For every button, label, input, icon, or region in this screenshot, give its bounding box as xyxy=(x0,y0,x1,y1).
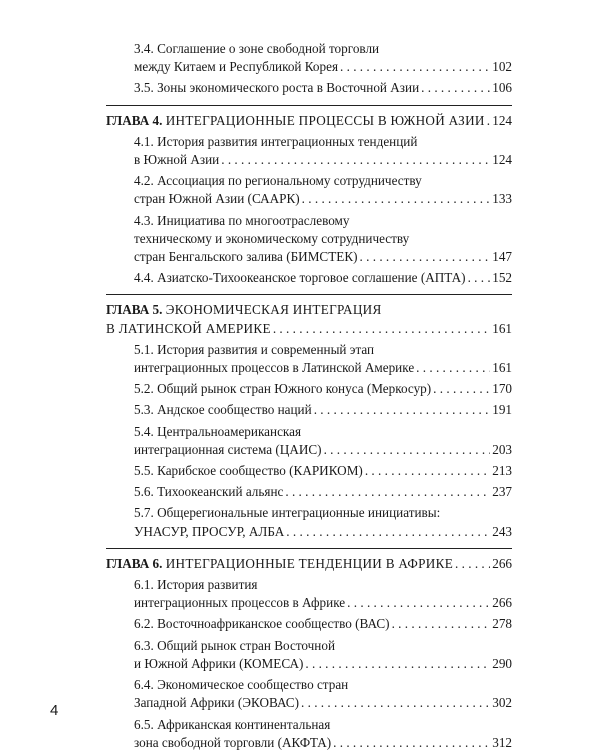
toc-entry[interactable] xyxy=(106,637,512,673)
toc-entry-line xyxy=(134,637,512,655)
toc-entry-line xyxy=(134,523,512,541)
chapter-title: ИНТЕГРАЦИОННЫЕ ПРОЦЕССЫ В ЮЖНОЙ АЗИИ xyxy=(165,112,485,128)
dot-leader xyxy=(365,462,490,480)
toc-page-number: 290 xyxy=(492,655,512,671)
chapter-heading[interactable] xyxy=(106,112,512,130)
toc-entry-line xyxy=(134,423,512,441)
toc-entry-text: между Китаем и Республикой Корея xyxy=(134,59,339,75)
chapter-label: ГЛАВА 6. xyxy=(106,555,166,571)
toc-entry-text: 5.3. Андское сообщество наций xyxy=(134,402,312,418)
chapter-heading-line xyxy=(106,301,512,319)
toc-entry-line xyxy=(134,401,512,419)
toc-entry[interactable] xyxy=(106,133,512,169)
chapter-page-number: 124 xyxy=(492,112,512,128)
toc-entry-line xyxy=(134,716,512,734)
dot-leader xyxy=(487,112,490,130)
toc-entry-line xyxy=(134,694,512,712)
toc-entry-text: 6.1. История развития xyxy=(134,577,258,593)
toc-page-number: 191 xyxy=(492,402,512,418)
toc-entry-line xyxy=(134,380,512,398)
dot-leader xyxy=(273,320,490,338)
toc-entry-text: 4.3. Инициатива по многоотраслевому xyxy=(134,212,350,228)
chapter-title: В ЛАТИНСКОЙ АМЕРИКЕ xyxy=(106,320,271,336)
toc-page-number: 302 xyxy=(492,695,512,711)
toc-entry-text: 4.4. Азиатско-Тихоокеанское торговое соглашение (АПТА) xyxy=(134,270,466,286)
dot-leader xyxy=(392,615,491,633)
dot-leader xyxy=(301,694,490,712)
toc-entry[interactable] xyxy=(106,172,512,208)
chapter-page-number: 266 xyxy=(492,555,512,571)
toc-page-number: 243 xyxy=(492,523,512,539)
dot-leader xyxy=(302,190,491,208)
toc-entry-text: стран Бенгальского залива (БИМСТЕК) xyxy=(134,249,358,265)
toc-page-number: 312 xyxy=(492,734,512,750)
dot-leader xyxy=(360,248,491,266)
chapter-label: ГЛАВА 5. xyxy=(106,302,166,318)
toc-entry-text: зона свободной торговли (АКФТА) xyxy=(134,734,332,750)
toc-entry-line xyxy=(134,79,512,97)
toc-entry-line xyxy=(134,483,512,501)
dot-leader xyxy=(433,380,490,398)
toc-page-number: 278 xyxy=(492,616,512,632)
toc-entry-text: интеграционных процессов в Африке xyxy=(134,595,346,611)
dot-leader xyxy=(421,79,490,97)
toc-entry-text: 6.3. Общий рынок стран Восточной xyxy=(134,637,336,653)
toc-entry-text: 5.7. Общерегиональные интеграционные инициативы: xyxy=(134,505,441,521)
toc-entry-line xyxy=(134,151,512,169)
toc-entry-line xyxy=(134,248,512,266)
toc-entry[interactable] xyxy=(106,401,512,419)
toc-entry-text: 4.2. Ассоциация по региональному сотрудничеству xyxy=(134,173,422,189)
toc-entry-text: УНАСУР, ПРОСУР, АЛБА xyxy=(134,523,285,539)
toc-entry-text: 6.2. Восточноафриканское сообщество (ВАС) xyxy=(134,616,390,632)
toc-entry-text: 3.4. Соглашение о зоне свободной торговли xyxy=(134,41,380,56)
spacer xyxy=(106,541,512,544)
toc-page-number: 124 xyxy=(492,152,512,168)
toc-entry-line xyxy=(134,190,512,208)
toc-entry-text: 5.5. Карибское сообщество (КАРИКОМ) xyxy=(134,463,363,479)
toc-entry-text: интеграционных процессов в Латинской Америке xyxy=(134,360,415,376)
toc-entry-text: в Южной Азии xyxy=(134,152,220,168)
chapter-divider xyxy=(106,294,512,295)
toc-page-number: 170 xyxy=(492,381,512,397)
spacer xyxy=(106,98,512,101)
toc-page-number: 152 xyxy=(492,270,512,286)
toc-entry-text: 5.4. Центральноамериканская xyxy=(134,423,302,439)
toc-entry[interactable] xyxy=(106,269,512,287)
chapter-title: ЭКОНОМИЧЕСКАЯ ИНТЕГРАЦИЯ xyxy=(165,302,382,318)
toc-page-number: 133 xyxy=(492,191,512,207)
toc-entry-text: Западной Африки (ЭКОВАС) xyxy=(134,695,299,711)
toc-entry-line xyxy=(134,594,512,612)
toc-entry-line xyxy=(134,576,512,594)
chapter-divider xyxy=(106,548,512,549)
chapter-heading[interactable] xyxy=(106,301,512,337)
toc-entry-line xyxy=(134,40,512,58)
toc-page-number: 147 xyxy=(492,249,512,265)
dot-leader xyxy=(455,555,490,573)
chapter-heading[interactable] xyxy=(106,555,512,573)
toc-page-number: 213 xyxy=(492,463,512,479)
chapter-title: ИНТЕГРАЦИОННЫЕ ТЕНДЕНЦИИ В АФРИКЕ xyxy=(165,555,454,571)
toc-page-number: 102 xyxy=(492,59,512,75)
dot-leader xyxy=(305,655,490,673)
spacer xyxy=(106,287,512,290)
toc-entry-text: 6.5. Африканская континентальная xyxy=(134,716,331,732)
toc-entry-line xyxy=(134,341,512,359)
toc-entry[interactable] xyxy=(106,380,512,398)
toc-entry[interactable] xyxy=(106,79,512,97)
toc-entry-text: стран Южной Азии (СААРК) xyxy=(134,191,300,207)
toc-entry[interactable] xyxy=(106,483,512,501)
toc-entry-line xyxy=(134,615,512,633)
toc-entry[interactable] xyxy=(106,576,512,612)
chapter-heading-line xyxy=(106,320,512,338)
toc-entry[interactable] xyxy=(106,504,512,540)
toc-entry[interactable] xyxy=(106,212,512,267)
toc-entry-line xyxy=(134,133,512,151)
toc-entry-line xyxy=(134,58,512,76)
spacer xyxy=(106,752,512,755)
dot-leader xyxy=(333,734,490,752)
toc-entry-text: 6.4. Экономическое сообщество стран xyxy=(134,677,349,693)
toc-entry-line xyxy=(134,212,512,230)
chapter-page-number: 161 xyxy=(492,320,512,336)
toc-entry-line xyxy=(134,359,512,377)
toc-entry-line xyxy=(134,269,512,287)
toc-entry-line xyxy=(134,734,512,752)
toc-entry-line xyxy=(134,441,512,459)
toc-entry[interactable] xyxy=(106,462,512,480)
toc-entry[interactable] xyxy=(106,40,512,76)
toc-entry-text: 5.2. Общий рынок стран Южного конуса (Меркосур) xyxy=(134,381,432,397)
toc-entry-text: 4.1. История развития интеграционных тенденций xyxy=(134,133,418,149)
toc-entry[interactable] xyxy=(106,676,512,712)
toc-page-number: 237 xyxy=(492,484,512,500)
dot-leader xyxy=(286,523,490,541)
chapter-heading-line xyxy=(106,555,512,573)
dot-leader xyxy=(324,441,491,459)
dot-leader xyxy=(285,483,490,501)
toc-entry[interactable] xyxy=(106,615,512,633)
toc-entry-line xyxy=(134,462,512,480)
dot-leader xyxy=(314,401,491,419)
page-number: 4 xyxy=(50,702,59,719)
toc-page-number: 203 xyxy=(492,441,512,457)
toc-entry-text: 5.1. История развития и современный этап xyxy=(134,341,375,357)
toc-page-number: 106 xyxy=(492,80,512,96)
toc-page-number: 161 xyxy=(492,360,512,376)
dot-leader xyxy=(416,359,490,377)
dot-leader xyxy=(347,594,490,612)
toc-entry-text: интеграционная система (ЦАИС) xyxy=(134,441,322,457)
chapter-divider xyxy=(106,105,512,106)
toc-entry-line xyxy=(134,655,512,673)
toc-entry-line xyxy=(134,504,512,522)
toc-entry[interactable] xyxy=(106,716,512,752)
toc-entry[interactable] xyxy=(106,341,512,377)
toc-entry[interactable] xyxy=(106,423,512,459)
chapter-heading-line xyxy=(106,112,512,130)
chapter-label: ГЛАВА 4. xyxy=(106,112,166,128)
dot-leader xyxy=(340,58,490,76)
dot-leader xyxy=(468,269,491,287)
toc-entry-line xyxy=(134,172,512,190)
dot-leader xyxy=(221,151,490,169)
toc-entry-line xyxy=(134,230,512,248)
table-of-contents xyxy=(106,40,512,755)
toc-entry-line xyxy=(134,676,512,694)
toc-entry-text: 3.5. Зоны экономического роста в Восточной Азии xyxy=(134,80,420,96)
toc-entry-text: и Южной Африки (КОМЕСА) xyxy=(134,655,304,671)
toc-page-number: 266 xyxy=(492,595,512,611)
toc-entry-text: 5.6. Тихоокеанский альянс xyxy=(134,484,284,500)
toc-entry-text: техническому и экономическому сотрудничеству xyxy=(134,230,410,246)
